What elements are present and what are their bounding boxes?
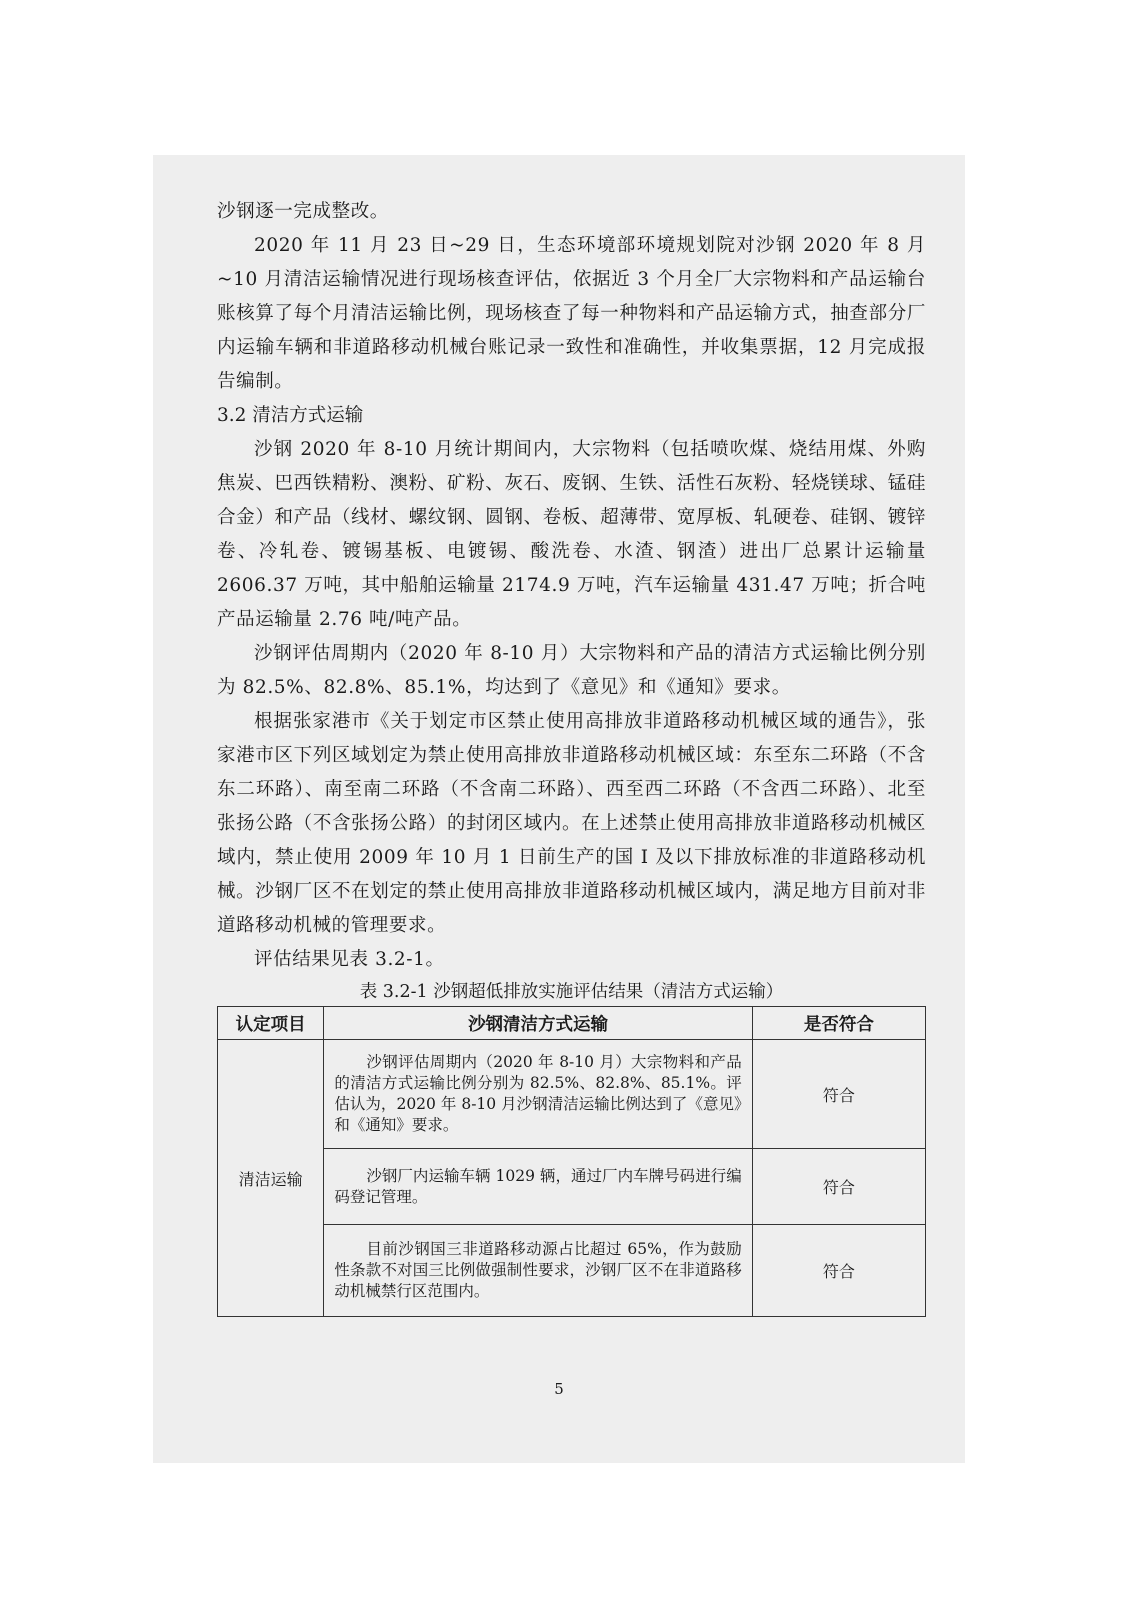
- desc-cell: 目前沙钢国三非道路移动源占比超过 65%，作为鼓励性条款不对国三比例做强制性要求，沙钢厂区不在非道路移动机械禁行区范围内。: [324, 1225, 752, 1317]
- paragraph-3: 沙钢 2020 年 8-10 月统计期间内，大宗物料（包括喷吹煤、烧结用煤、外购焦炭、巴西铁精粉、澳粉、矿粉、灰石、废钢、生铁、活性石灰粉、轻烧镁球、锰硅合金）和产品（线材、螺纹钢、圆钢、卷板、超薄带、宽厚板、轧硬卷、硅钢、镀锌卷、冷轧卷、镀锡基板、电镀锡、酸洗卷、水渣、钢渣）进出厂总累计运输量 2606.37 万吨，其中船舶运输量 2174.9 万吨，汽车运输量 431.47 万吨；折合吨产品运输量 2.76 吨/吨产品。: [217, 439, 926, 630]
- header-compliance: 是否符合: [752, 1007, 925, 1040]
- page-content: [217, 195, 926, 1317]
- paragraph-4: 沙钢评估周期内（2020 年 8-10 月）大宗物料和产品的清洁方式运输比例分别为 82.5%、82.8%、85.1%，均达到了《意见》和《通知》要求。: [217, 643, 926, 698]
- desc-cell: 沙钢评估周期内（2020 年 8-10 月）大宗物料和产品的清洁方式运输比例分别为 82.5%、82.8%、85.1%。评估认为，2020 年 8-10 月沙钢清洁运输比例达到了《意见》和《通知》要求。: [324, 1040, 752, 1149]
- table-row: [218, 1149, 926, 1225]
- paragraph-5: 根据张家港市《关于划定市区禁止使用高排放非道路移动机械区域的通告》，张家港市区下列区域划定为禁止使用高排放非道路移动机械区域：东至东二环路（不含东二环路）、南至南二环路（不含南二环路）、西至西二环路（不含西二环路）、北至张扬公路（不含张扬公路）的封闭区域内。在上述禁止使用高排放非道路移动机械区域内，禁止使用 2009 年 10 月 1 日前生产的国 I 及以下排放标准的非道路移动机械。沙钢厂区不在划定的禁止使用高排放非道路移动机械区域内，满足地方目前对非道路移动机械的管理要求。: [217, 711, 926, 936]
- document-page: [153, 155, 965, 1463]
- desc-cell: 沙钢厂内运输车辆 1029 辆，通过厂内车牌号码进行编码登记管理。: [324, 1149, 752, 1225]
- header-transport: 沙钢清洁方式运输: [324, 1007, 752, 1040]
- paragraph-6: 评估结果见表 3.2-1。: [254, 949, 445, 970]
- table-row: [218, 1225, 926, 1317]
- category-cell: 清洁运输: [218, 1040, 324, 1317]
- table-caption: 表 3.2-1 沙钢超低排放实施评估结果（清洁方式运输）: [359, 982, 784, 1002]
- paragraph-2: 2020 年 11 月 23 日~29 日，生态环境部环境规划院对沙钢 2020 年 8 月~10 月清洁运输情况进行现场核查评估，依据近 3 个月全厂大宗物料和产品运输台账核算了每个月清洁运输比例，现场核查了每一种物料和产品运输方式，抽查部分厂内运输车辆和非道路移动机械台账记录一致性和准确性，并收集票据，12 月完成报告编制。: [217, 235, 926, 392]
- result-cell: 符合: [752, 1040, 925, 1149]
- paragraph-1: 沙钢逐一完成整改。: [217, 201, 389, 222]
- page-number: 5: [554, 1380, 564, 1398]
- section-heading: 3.2 清洁方式运输: [217, 405, 364, 426]
- table-row: [218, 1040, 926, 1149]
- result-cell: 符合: [752, 1225, 925, 1317]
- result-table: [217, 1006, 926, 1317]
- table-header-row: [218, 1007, 926, 1040]
- header-item: 认定项目: [218, 1007, 324, 1040]
- result-cell: 符合: [752, 1149, 925, 1225]
